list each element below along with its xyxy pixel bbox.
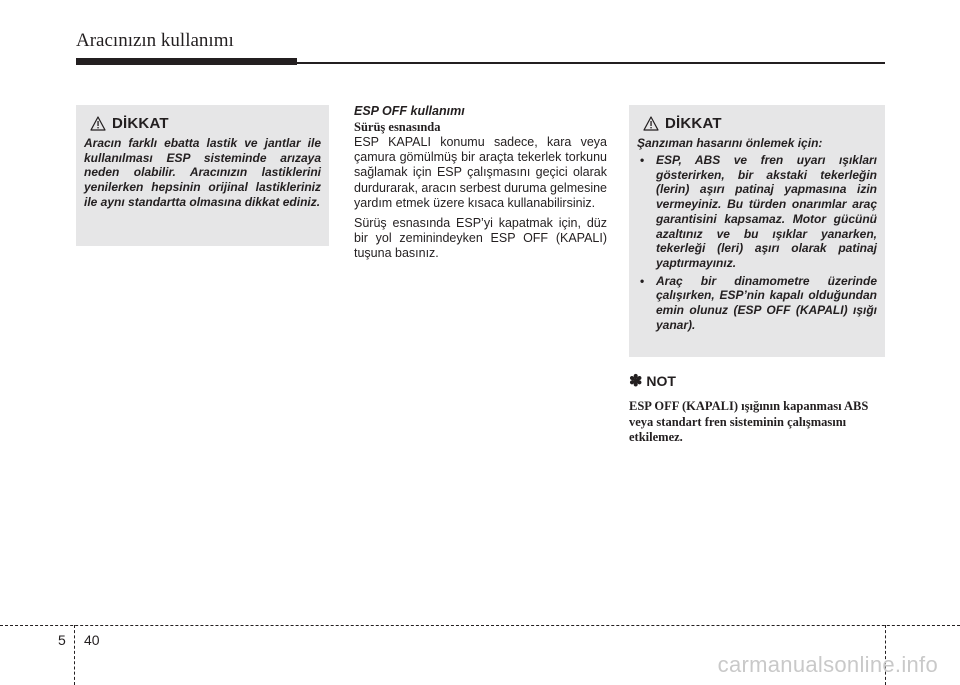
note-section <box>629 371 887 446</box>
chapter-number: 5 <box>58 632 66 648</box>
footer-dashed-divider <box>74 625 75 685</box>
paragraph: ESP KAPALI konumu sadece, kara veya çamura gömülmüş bir araçta tekerlek torkunu sağlamak için ESP çalışmasını geçici olarak durdurarak, aracın serbest duruma gelmesine yardım etmek üzere kısaca kullanabilirsiniz. <box>354 135 607 210</box>
page-number: 40 <box>84 632 100 648</box>
paragraph: Sürüş esnasında ESP’yi kapatmak için, düz bir yol zeminindeyken ESP OFF (KAPALI) tuşuna basınız. <box>354 216 607 261</box>
caution-title: DİKKAT <box>112 115 169 132</box>
warning-triangle-icon <box>643 116 659 131</box>
caution-box-right <box>629 105 885 357</box>
page-header-title: Aracınızın kullanımı <box>76 30 234 51</box>
section-title: ESP OFF kullanımı <box>354 104 465 118</box>
caution-title: DİKKAT <box>665 115 722 132</box>
note-header <box>629 371 887 391</box>
esp-off-section <box>354 103 607 267</box>
caution-list <box>637 153 877 332</box>
list-item: • Araç bir dinamometre üzerinde çalışırken, ESP’nin kapalı olduğundan emin olunuz (ESP OFF (KAPALI) ışığı yanar). <box>637 274 877 333</box>
note-body-text: ESP OFF (KAPALI) ışığının kapanması ABS veya standart fren sisteminin çalışmasını etkilemez. <box>629 399 869 444</box>
asterisk-icon: ✽ <box>629 373 643 390</box>
section-subheading: Sürüş esnasında <box>354 120 441 134</box>
header-rule-thin <box>297 62 885 64</box>
caution-body-text: Aracın farklı ebatta lastik ve jantlar ile kullanılması ESP sisteminde arızaya neden olabilir. Aracınızın lastiklerini yenilerken hepsinin orijinal lastikleriniz ile aynı standartta olmasına dikkat ediniz. <box>84 136 321 209</box>
watermark: carmanualsonline.info <box>717 652 938 677</box>
caution-box-left <box>76 105 329 246</box>
header-rule-thick <box>76 58 297 65</box>
footer-dashed-rule <box>0 625 960 626</box>
caution-header <box>90 115 321 132</box>
caution-header <box>643 115 877 132</box>
list-item: • ESP, ABS ve fren uyarı ışıkları gösterirken, bir akstaki tekerleğin (lerin) aşırı patinaj yapmasına izin vermeyiniz. Bu türden onarımlar araç garantisini kapsamaz. Motor gücünü azaltınız ve bu ışıklar yanarken, tekerleği (leri) aşırı olarak patinaj yaptırmayınız. <box>637 153 877 271</box>
caution-subheading: Şanzıman hasarını önlemek için: <box>637 136 823 150</box>
note-title: NOT <box>646 373 676 389</box>
warning-triangle-icon <box>90 116 106 131</box>
